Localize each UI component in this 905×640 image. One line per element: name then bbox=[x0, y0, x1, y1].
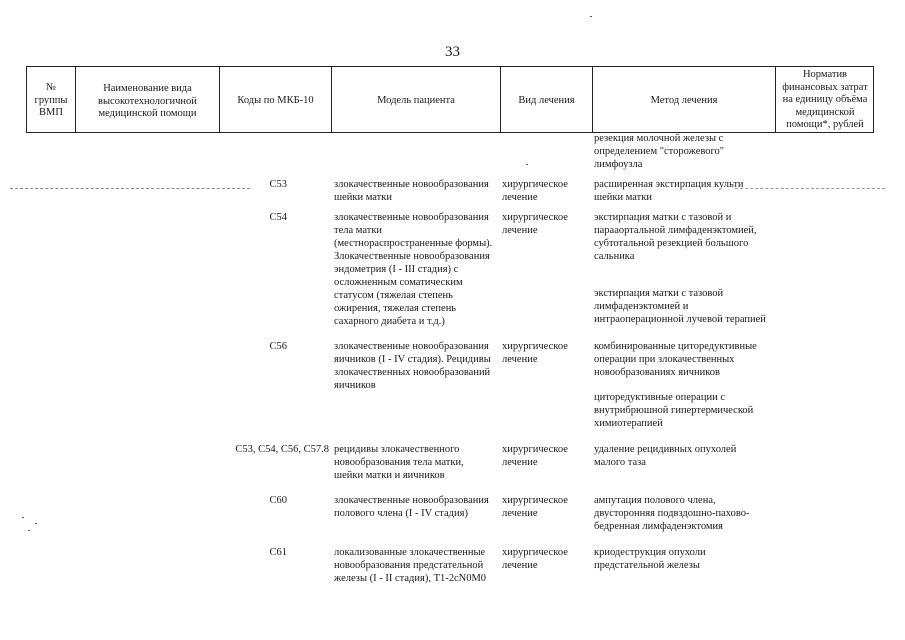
header-name-cell bbox=[76, 83, 219, 121]
scan-artifact-dot bbox=[526, 164, 528, 165]
scan-artifact-dot bbox=[35, 523, 37, 524]
type-line: хирургическое bbox=[502, 444, 568, 455]
header-norm-line: помощи*, рублей bbox=[786, 119, 864, 130]
model-line: железы (I - II стадия), T1-2cN0M0 bbox=[334, 573, 487, 584]
type-cell bbox=[502, 178, 568, 204]
header-norm-line: медицинской bbox=[795, 106, 855, 118]
method-line: операции при злокачественных bbox=[594, 354, 735, 365]
model-line: тела матки bbox=[334, 225, 383, 236]
type-cell bbox=[502, 443, 568, 469]
method-line: лимфаденэктомией и bbox=[594, 301, 689, 312]
model-cell bbox=[334, 443, 464, 482]
type-line: лечение bbox=[502, 192, 538, 203]
method-line: внутрибрюшной гипертермической bbox=[594, 405, 754, 416]
model-cell bbox=[334, 546, 486, 585]
method-line: резекция молочной железы с bbox=[594, 133, 724, 144]
header-norm-line: Норматив bbox=[802, 69, 848, 80]
model-line: новообразования предстательной bbox=[334, 560, 484, 571]
method-line: комбинированные циторедуктивные bbox=[594, 341, 757, 352]
method-line: экстирпация матки с тазовой bbox=[594, 288, 724, 299]
type-line: хирургическое bbox=[502, 495, 568, 506]
method-line: ампутация полового члена, bbox=[594, 495, 716, 506]
method-line: химиотерапией bbox=[594, 418, 663, 429]
method-line: шейки матки bbox=[594, 192, 652, 203]
method-line: двусторонняя подвздошно-пахово- bbox=[594, 508, 750, 519]
model-line: Злокачественные новообразования bbox=[334, 251, 490, 262]
header-name-line: высокотехнологичной bbox=[98, 95, 197, 107]
method-line: сальника bbox=[594, 251, 635, 262]
model-cell bbox=[334, 211, 492, 328]
method-line: парааортальной лимфаденэктомией, bbox=[594, 225, 757, 236]
model-line: злокачественных новообразований bbox=[334, 367, 491, 378]
method-cell bbox=[594, 391, 753, 430]
model-line: локализованные злокачественные bbox=[334, 547, 486, 558]
model-line: злокачественные новообразования bbox=[334, 212, 489, 223]
method-cell bbox=[594, 494, 749, 533]
model-line: рецидивы злокачественного bbox=[334, 444, 460, 455]
header-model-cell: Модель пациента bbox=[377, 95, 455, 106]
code-cell: C60 bbox=[269, 495, 287, 506]
code-cell: C53, C54, C56, C57.8 bbox=[235, 444, 329, 455]
method-cell bbox=[594, 546, 706, 572]
table-header-top-border bbox=[26, 66, 874, 67]
model-line: яичников bbox=[334, 380, 376, 391]
model-line: статусом (тяжелая степень bbox=[334, 290, 453, 301]
header-norm-cell bbox=[776, 69, 874, 132]
type-line: лечение bbox=[502, 225, 538, 236]
model-line: (местнораспространенные формы). bbox=[334, 238, 493, 249]
header-type-cell: Вид лечения bbox=[518, 95, 575, 106]
type-cell bbox=[502, 340, 568, 366]
code-cell: C56 bbox=[269, 341, 287, 352]
model-line: ожирения, тяжелая степень bbox=[334, 303, 457, 314]
method-line: лимфоузла bbox=[594, 159, 643, 170]
type-line: лечение bbox=[502, 560, 538, 571]
table-header-bottom-border bbox=[26, 132, 874, 133]
method-line: экстирпация матки с тазовой и bbox=[594, 212, 732, 223]
code-cell: C54 bbox=[269, 212, 287, 223]
method-line: определением "сторожевого" bbox=[594, 146, 725, 157]
method-line: предстательной железы bbox=[594, 560, 700, 571]
model-line: шейки матки bbox=[334, 192, 392, 203]
scan-artifact-line bbox=[10, 188, 250, 190]
type-cell bbox=[502, 546, 568, 572]
type-cell bbox=[502, 494, 568, 520]
model-line: злокачественные новообразования bbox=[334, 341, 489, 352]
type-line: хирургическое bbox=[502, 212, 568, 223]
scan-artifact-dot bbox=[22, 517, 24, 518]
header-norm-line: финансовых затрат bbox=[782, 81, 868, 93]
model-cell bbox=[334, 178, 489, 204]
page-number: 33 bbox=[445, 44, 460, 60]
code-cell: C53 bbox=[269, 179, 287, 190]
model-line: полового члена (I - IV стадия) bbox=[334, 508, 468, 519]
method-line: новообразованиях яичников bbox=[594, 367, 721, 378]
code-cell: C61 bbox=[269, 547, 287, 558]
method-line: циторедуктивные операции с bbox=[594, 392, 725, 403]
method-line: интраоперационной лучевой терапией bbox=[594, 314, 766, 325]
header-group-line: № bbox=[45, 82, 57, 93]
type-line: хирургическое bbox=[502, 341, 568, 352]
method-line: малого таза bbox=[594, 457, 646, 468]
type-line: лечение bbox=[502, 354, 538, 365]
method-line: удаление рецидивных опухолей bbox=[594, 444, 737, 455]
scan-artifact-dot bbox=[590, 16, 592, 17]
method-line: бедренная лимфаденэктомия bbox=[594, 521, 723, 532]
method-cell bbox=[594, 211, 757, 263]
type-line: лечение bbox=[502, 508, 538, 519]
model-cell bbox=[334, 340, 491, 392]
header-norm-line: на единицу объёма bbox=[782, 94, 868, 105]
header-group-cell bbox=[27, 82, 75, 120]
type-line: лечение bbox=[502, 457, 538, 468]
model-line: осложненным соматическим bbox=[334, 277, 463, 288]
model-line: шейки матки и яичников bbox=[334, 470, 445, 481]
type-line: хирургическое bbox=[502, 179, 568, 190]
header-codes-cell: Коды по МКБ-10 bbox=[237, 95, 314, 106]
model-line: злокачественные новообразования bbox=[334, 495, 489, 506]
header-name-line: Наименование вида bbox=[103, 83, 192, 94]
method-cell bbox=[594, 178, 744, 204]
method-line: субтотальной резекцией большого bbox=[594, 238, 749, 249]
header-group-line: ВМП bbox=[39, 107, 63, 118]
model-line: сахарного диабета и т.д.) bbox=[334, 316, 445, 327]
method-line: расширенная экстирпация культи bbox=[594, 179, 744, 190]
method-line: криодеструкция опухоли bbox=[594, 547, 706, 558]
method-cell bbox=[594, 340, 757, 379]
header-name-line: медицинской помощи bbox=[98, 108, 197, 119]
model-cell bbox=[334, 494, 489, 520]
type-cell bbox=[502, 211, 568, 237]
header-method-cell: Метод лечения bbox=[650, 95, 718, 106]
method-cell bbox=[594, 443, 736, 469]
model-line: злокачественные новообразования bbox=[334, 179, 489, 190]
model-line: эндометрия (I - III стадия) с bbox=[334, 264, 459, 275]
method-cell bbox=[594, 287, 766, 326]
model-line: новообразования тела матки, bbox=[334, 457, 464, 468]
header-group-line: группы bbox=[34, 94, 68, 106]
model-line: яичников (I - IV стадия). Рецидивы bbox=[334, 354, 491, 365]
method-cell bbox=[594, 132, 724, 171]
scan-artifact-line bbox=[735, 188, 885, 190]
scan-artifact-dot bbox=[28, 530, 30, 531]
type-line: хирургическое bbox=[502, 547, 568, 558]
